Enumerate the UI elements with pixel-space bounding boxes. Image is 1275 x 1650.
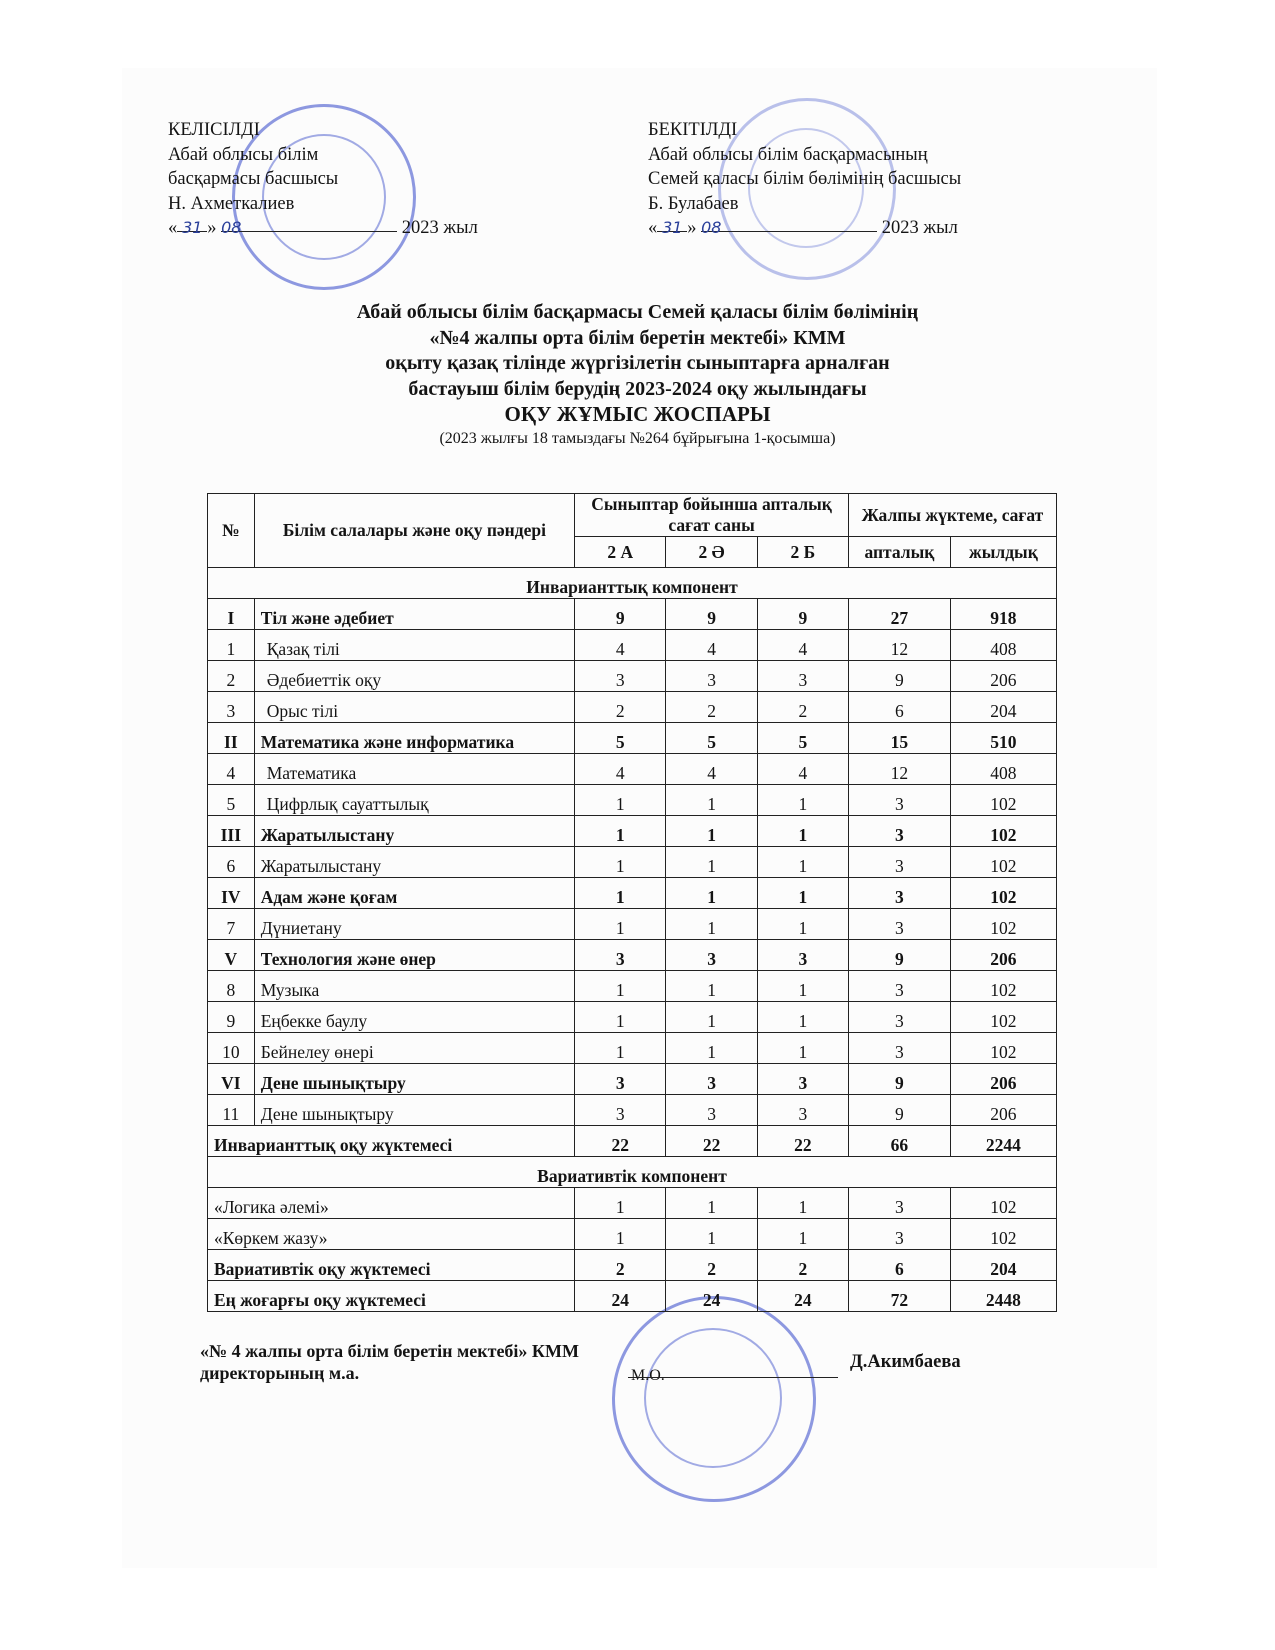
table-row — [208, 1064, 1057, 1095]
table-cell: Бейнелеу өнері — [254, 1033, 574, 1064]
table-cell: 3 — [575, 1095, 666, 1126]
table-cell: 1 — [757, 785, 848, 816]
table-cell: 1 — [575, 1219, 666, 1250]
table-cell: Математика және информатика — [254, 723, 574, 754]
table-cell: 9 — [848, 1064, 950, 1095]
table-cell: 3 — [848, 909, 950, 940]
table-cell: Орыс тілі — [254, 692, 574, 723]
table-row — [208, 599, 1057, 630]
table-cell: 5 — [575, 723, 666, 754]
table-cell: 1 — [575, 909, 666, 940]
table-cell: 1 — [757, 878, 848, 909]
table-cell: 3 — [848, 1033, 950, 1064]
table-cell: 3 — [848, 1188, 950, 1219]
table-cell: 2 — [208, 661, 255, 692]
signature-line — [628, 1377, 838, 1378]
table-cell: 1 — [666, 971, 757, 1002]
col-num: № — [208, 494, 255, 568]
title-line3: оқыту қазақ тілінде жүргізілетін сыныптарға арналған — [385, 352, 890, 374]
total-row — [208, 1250, 1057, 1281]
table-cell: Адам және қоғам — [254, 878, 574, 909]
section-row — [208, 568, 1057, 599]
footer-line1: «№ 4 жалпы орта білім беретін мектебі» КММ — [200, 1341, 579, 1361]
table-cell: Вариативтік компонент — [208, 1157, 1057, 1188]
table-cell: 8 — [208, 971, 255, 1002]
table-row — [208, 940, 1057, 971]
table-cell: 102 — [950, 971, 1056, 1002]
document-title — [0, 300, 1275, 450]
col-class-2ae: 2 Ә — [666, 537, 757, 568]
table-cell: 24 — [757, 1281, 848, 1312]
table-cell: 408 — [950, 754, 1056, 785]
table-cell: I — [208, 599, 255, 630]
table-cell: IV — [208, 878, 255, 909]
table-cell: 1 — [666, 1033, 757, 1064]
table-row — [208, 1033, 1057, 1064]
table-cell: 9 — [848, 940, 950, 971]
date-day: 31 — [177, 216, 207, 232]
table-cell: 66 — [848, 1126, 950, 1157]
date-day: 31 — [657, 216, 687, 232]
table-cell: 3 — [666, 1064, 757, 1095]
table-cell: 3 — [575, 940, 666, 971]
table-cell: 1 — [666, 785, 757, 816]
table-cell: 3 — [757, 1095, 848, 1126]
table-cell: «Көркем жазу» — [208, 1219, 575, 1250]
table-cell: 206 — [950, 661, 1056, 692]
col-subject: Білім салалары және оқу пәндері — [254, 494, 574, 568]
table-cell: Математика — [254, 754, 574, 785]
table-row — [208, 1002, 1057, 1033]
table-cell: 24 — [666, 1281, 757, 1312]
footer-signer: Д.Акимбаева — [850, 1352, 961, 1372]
table-cell: 15 — [848, 723, 950, 754]
table-body — [208, 568, 1057, 1312]
table-cell: 3 — [848, 816, 950, 847]
footer-mo: М.О. — [631, 1367, 665, 1384]
table-cell: 2 — [666, 1250, 757, 1281]
table-cell: 6 — [848, 692, 950, 723]
table-cell: 1 — [757, 909, 848, 940]
approval-left-date: « 31 » 08 2023 жыл — [168, 218, 478, 238]
table-cell: 9 — [208, 1002, 255, 1033]
table-cell: Инварианттық компонент — [208, 568, 1057, 599]
table-cell: 1 — [575, 1188, 666, 1219]
table-cell: 2 — [757, 1250, 848, 1281]
table-cell: Жаратылыстану — [254, 816, 574, 847]
table-cell: VI — [208, 1064, 255, 1095]
table-cell: 1 — [666, 909, 757, 940]
table-cell: III — [208, 816, 255, 847]
table-cell: 206 — [950, 1095, 1056, 1126]
table-row — [208, 630, 1057, 661]
table-row — [208, 971, 1057, 1002]
approval-right-line1: Абай облысы білім басқармасының — [648, 144, 928, 165]
table-cell: 4 — [666, 630, 757, 661]
table-cell: 3 — [757, 1064, 848, 1095]
table-cell: 3 — [666, 940, 757, 971]
table-cell: 1 — [208, 630, 255, 661]
table-cell: Жаратылыстану — [254, 847, 574, 878]
table-cell: 3 — [848, 847, 950, 878]
date-month: 08 — [221, 216, 397, 232]
table-cell: 22 — [757, 1126, 848, 1157]
title-main: ОҚУ ЖҰМЫС ЖОСПАРЫ — [504, 402, 771, 426]
date-month: 08 — [701, 216, 877, 232]
table-cell: 1 — [575, 785, 666, 816]
table-cell: 3 — [666, 661, 757, 692]
table-cell: Әдебиеттік оқу — [254, 661, 574, 692]
table-cell: 11 — [208, 1095, 255, 1126]
table-cell: 1 — [666, 1219, 757, 1250]
table-cell: 1 — [575, 971, 666, 1002]
approval-left-heading: КЕЛІСІЛДІ — [168, 120, 260, 140]
table-cell: 9 — [575, 599, 666, 630]
table-cell: 204 — [950, 692, 1056, 723]
table-cell: 102 — [950, 1219, 1056, 1250]
table-cell: Инварианттық оқу жүктемесі — [208, 1126, 575, 1157]
table-cell: 4 — [575, 630, 666, 661]
table-cell: Технология және өнер — [254, 940, 574, 971]
table-cell: 1 — [757, 816, 848, 847]
table-row — [208, 1095, 1057, 1126]
table-cell: 1 — [666, 1188, 757, 1219]
table-row — [208, 847, 1057, 878]
col-class-2b: 2 Б — [757, 537, 848, 568]
title-line4: бастауыш білім берудің 2023-2024 оқу жылындағы — [408, 377, 867, 400]
table-row — [208, 785, 1057, 816]
table-cell: 1 — [666, 847, 757, 878]
table-cell: 2 — [575, 1250, 666, 1281]
table-cell: Музыка — [254, 971, 574, 1002]
table-cell: 2 — [757, 692, 848, 723]
table-cell: 102 — [950, 1033, 1056, 1064]
approval-right-name: Б. Булабаев — [648, 193, 739, 214]
table-cell: 7 — [208, 909, 255, 940]
table-row — [208, 661, 1057, 692]
table-cell: 1 — [666, 878, 757, 909]
table-row — [208, 909, 1057, 940]
table-cell: 1 — [666, 1002, 757, 1033]
table-cell: 1 — [575, 1033, 666, 1064]
table-cell: 206 — [950, 940, 1056, 971]
table-cell: 3 — [757, 661, 848, 692]
table-cell: 5 — [666, 723, 757, 754]
table-cell: 1 — [757, 1219, 848, 1250]
table-cell: 3 — [666, 1095, 757, 1126]
table-cell: 6 — [208, 847, 255, 878]
table-cell: 3 — [848, 971, 950, 1002]
title-line1: Абай облысы білім басқармасы Семей қаласы білім бөлімінің — [356, 301, 919, 323]
date-year: 2023 жыл — [881, 218, 958, 238]
table-cell: Дене шынықтыру — [254, 1064, 574, 1095]
title-line2: «№4 жалпы орта білім беретін мектебі» КММ — [429, 326, 846, 349]
table-cell: 3 — [848, 1219, 950, 1250]
title-note: (2023 жылғы 18 тамыздағы №264 бұйрығына 1-қосымша) — [439, 429, 836, 447]
table-cell: 24 — [575, 1281, 666, 1312]
table-cell: Дене шынықтыру — [254, 1095, 574, 1126]
table-cell: 4 — [208, 754, 255, 785]
table-cell: 3 — [208, 692, 255, 723]
col-class-2a: 2 А — [575, 537, 666, 568]
total-row — [208, 1281, 1057, 1312]
table-cell: 9 — [757, 599, 848, 630]
table-cell: Вариативтік оқу жүктемесі — [208, 1250, 575, 1281]
table-cell: 4 — [757, 754, 848, 785]
table-cell: 1 — [757, 847, 848, 878]
table-cell: 408 — [950, 630, 1056, 661]
table-cell: 9 — [848, 661, 950, 692]
table-cell: 1 — [575, 816, 666, 847]
table-cell: 27 — [848, 599, 950, 630]
table-cell: Еңбекке баулу — [254, 1002, 574, 1033]
table-header-row — [208, 494, 1057, 537]
table-cell: 1 — [575, 847, 666, 878]
footer-line2: директорының м.а. — [200, 1363, 360, 1383]
table-cell: Тіл және әдебиет — [254, 599, 574, 630]
table-cell: «Логика әлемі» — [208, 1188, 575, 1219]
total-row — [208, 1126, 1057, 1157]
table-cell: 9 — [848, 1095, 950, 1126]
table-row — [208, 754, 1057, 785]
table-row — [208, 816, 1057, 847]
table-cell: 2244 — [950, 1126, 1056, 1157]
table-cell: 1 — [757, 1033, 848, 1064]
table-cell: 22 — [666, 1126, 757, 1157]
table-cell: 10 — [208, 1033, 255, 1064]
table-cell: 206 — [950, 1064, 1056, 1095]
table-cell: 510 — [950, 723, 1056, 754]
table-cell: 2 — [575, 692, 666, 723]
table-cell: 102 — [950, 785, 1056, 816]
table-cell: 6 — [848, 1250, 950, 1281]
approval-right-line2: Семей қаласы білім бөлімінің басшысы — [648, 169, 962, 189]
table-cell: 102 — [950, 878, 1056, 909]
table-cell: 918 — [950, 599, 1056, 630]
table-cell: 1 — [757, 971, 848, 1002]
table-cell: 3 — [848, 878, 950, 909]
approval-left-line1: Абай облысы білім — [168, 144, 319, 165]
curriculum-table — [207, 493, 1057, 1312]
approval-left — [168, 118, 478, 241]
table-cell: 12 — [848, 630, 950, 661]
table-cell: 3 — [848, 1002, 950, 1033]
approval-right-date: « 31 » 08 2023 жыл — [648, 218, 958, 238]
table-cell: 3 — [575, 661, 666, 692]
col-weekly-group: Сыныптар бойынша апталық сағат саны — [575, 494, 849, 537]
table-cell: 102 — [950, 1188, 1056, 1219]
table-cell: 22 — [575, 1126, 666, 1157]
table-cell: 102 — [950, 816, 1056, 847]
table-cell: 1 — [757, 1002, 848, 1033]
table-row — [208, 692, 1057, 723]
table-cell: 72 — [848, 1281, 950, 1312]
stamp-bottom-inner — [644, 1328, 782, 1468]
table-cell: 102 — [950, 847, 1056, 878]
approval-right — [648, 118, 961, 241]
table-row — [208, 723, 1057, 754]
table-cell: 9 — [666, 599, 757, 630]
table-cell: 3 — [757, 940, 848, 971]
table-cell: 1 — [575, 878, 666, 909]
col-weekly: апталық — [848, 537, 950, 568]
table-cell: 1 — [757, 1188, 848, 1219]
table-cell: V — [208, 940, 255, 971]
approval-left-line2: басқармасы басшысы — [168, 169, 339, 189]
table-cell: 1 — [575, 1002, 666, 1033]
table-row — [208, 1188, 1057, 1219]
table-cell: 12 — [848, 754, 950, 785]
table-cell: 5 — [757, 723, 848, 754]
table-cell: 4 — [757, 630, 848, 661]
table-cell: 5 — [208, 785, 255, 816]
footer-signature-block — [200, 1340, 579, 1384]
table-cell: 2448 — [950, 1281, 1056, 1312]
table-cell: 4 — [666, 754, 757, 785]
table-cell: 204 — [950, 1250, 1056, 1281]
table-cell: 1 — [666, 816, 757, 847]
table-cell: 3 — [575, 1064, 666, 1095]
date-year: 2023 жыл — [401, 218, 478, 238]
section-row — [208, 1157, 1057, 1188]
table-row — [208, 878, 1057, 909]
col-total-group: Жалпы жүктеме, сағат — [848, 494, 1056, 537]
table-cell: Цифрлық сауаттылық — [254, 785, 574, 816]
table-cell: Ең жоғарғы оқу жүктемесі — [208, 1281, 575, 1312]
table-cell: 2 — [666, 692, 757, 723]
table-cell: II — [208, 723, 255, 754]
table-cell: 4 — [575, 754, 666, 785]
approval-left-name: Н. Ахметкалиев — [168, 193, 295, 214]
table-cell: Қазақ тілі — [254, 630, 574, 661]
approval-right-heading: БЕКІТІЛДІ — [648, 120, 738, 140]
table-row — [208, 1219, 1057, 1250]
table-cell: Дүниетану — [254, 909, 574, 940]
col-yearly: жылдық — [950, 537, 1056, 568]
table-cell: 102 — [950, 909, 1056, 940]
table-cell: 3 — [848, 785, 950, 816]
table-cell: 102 — [950, 1002, 1056, 1033]
